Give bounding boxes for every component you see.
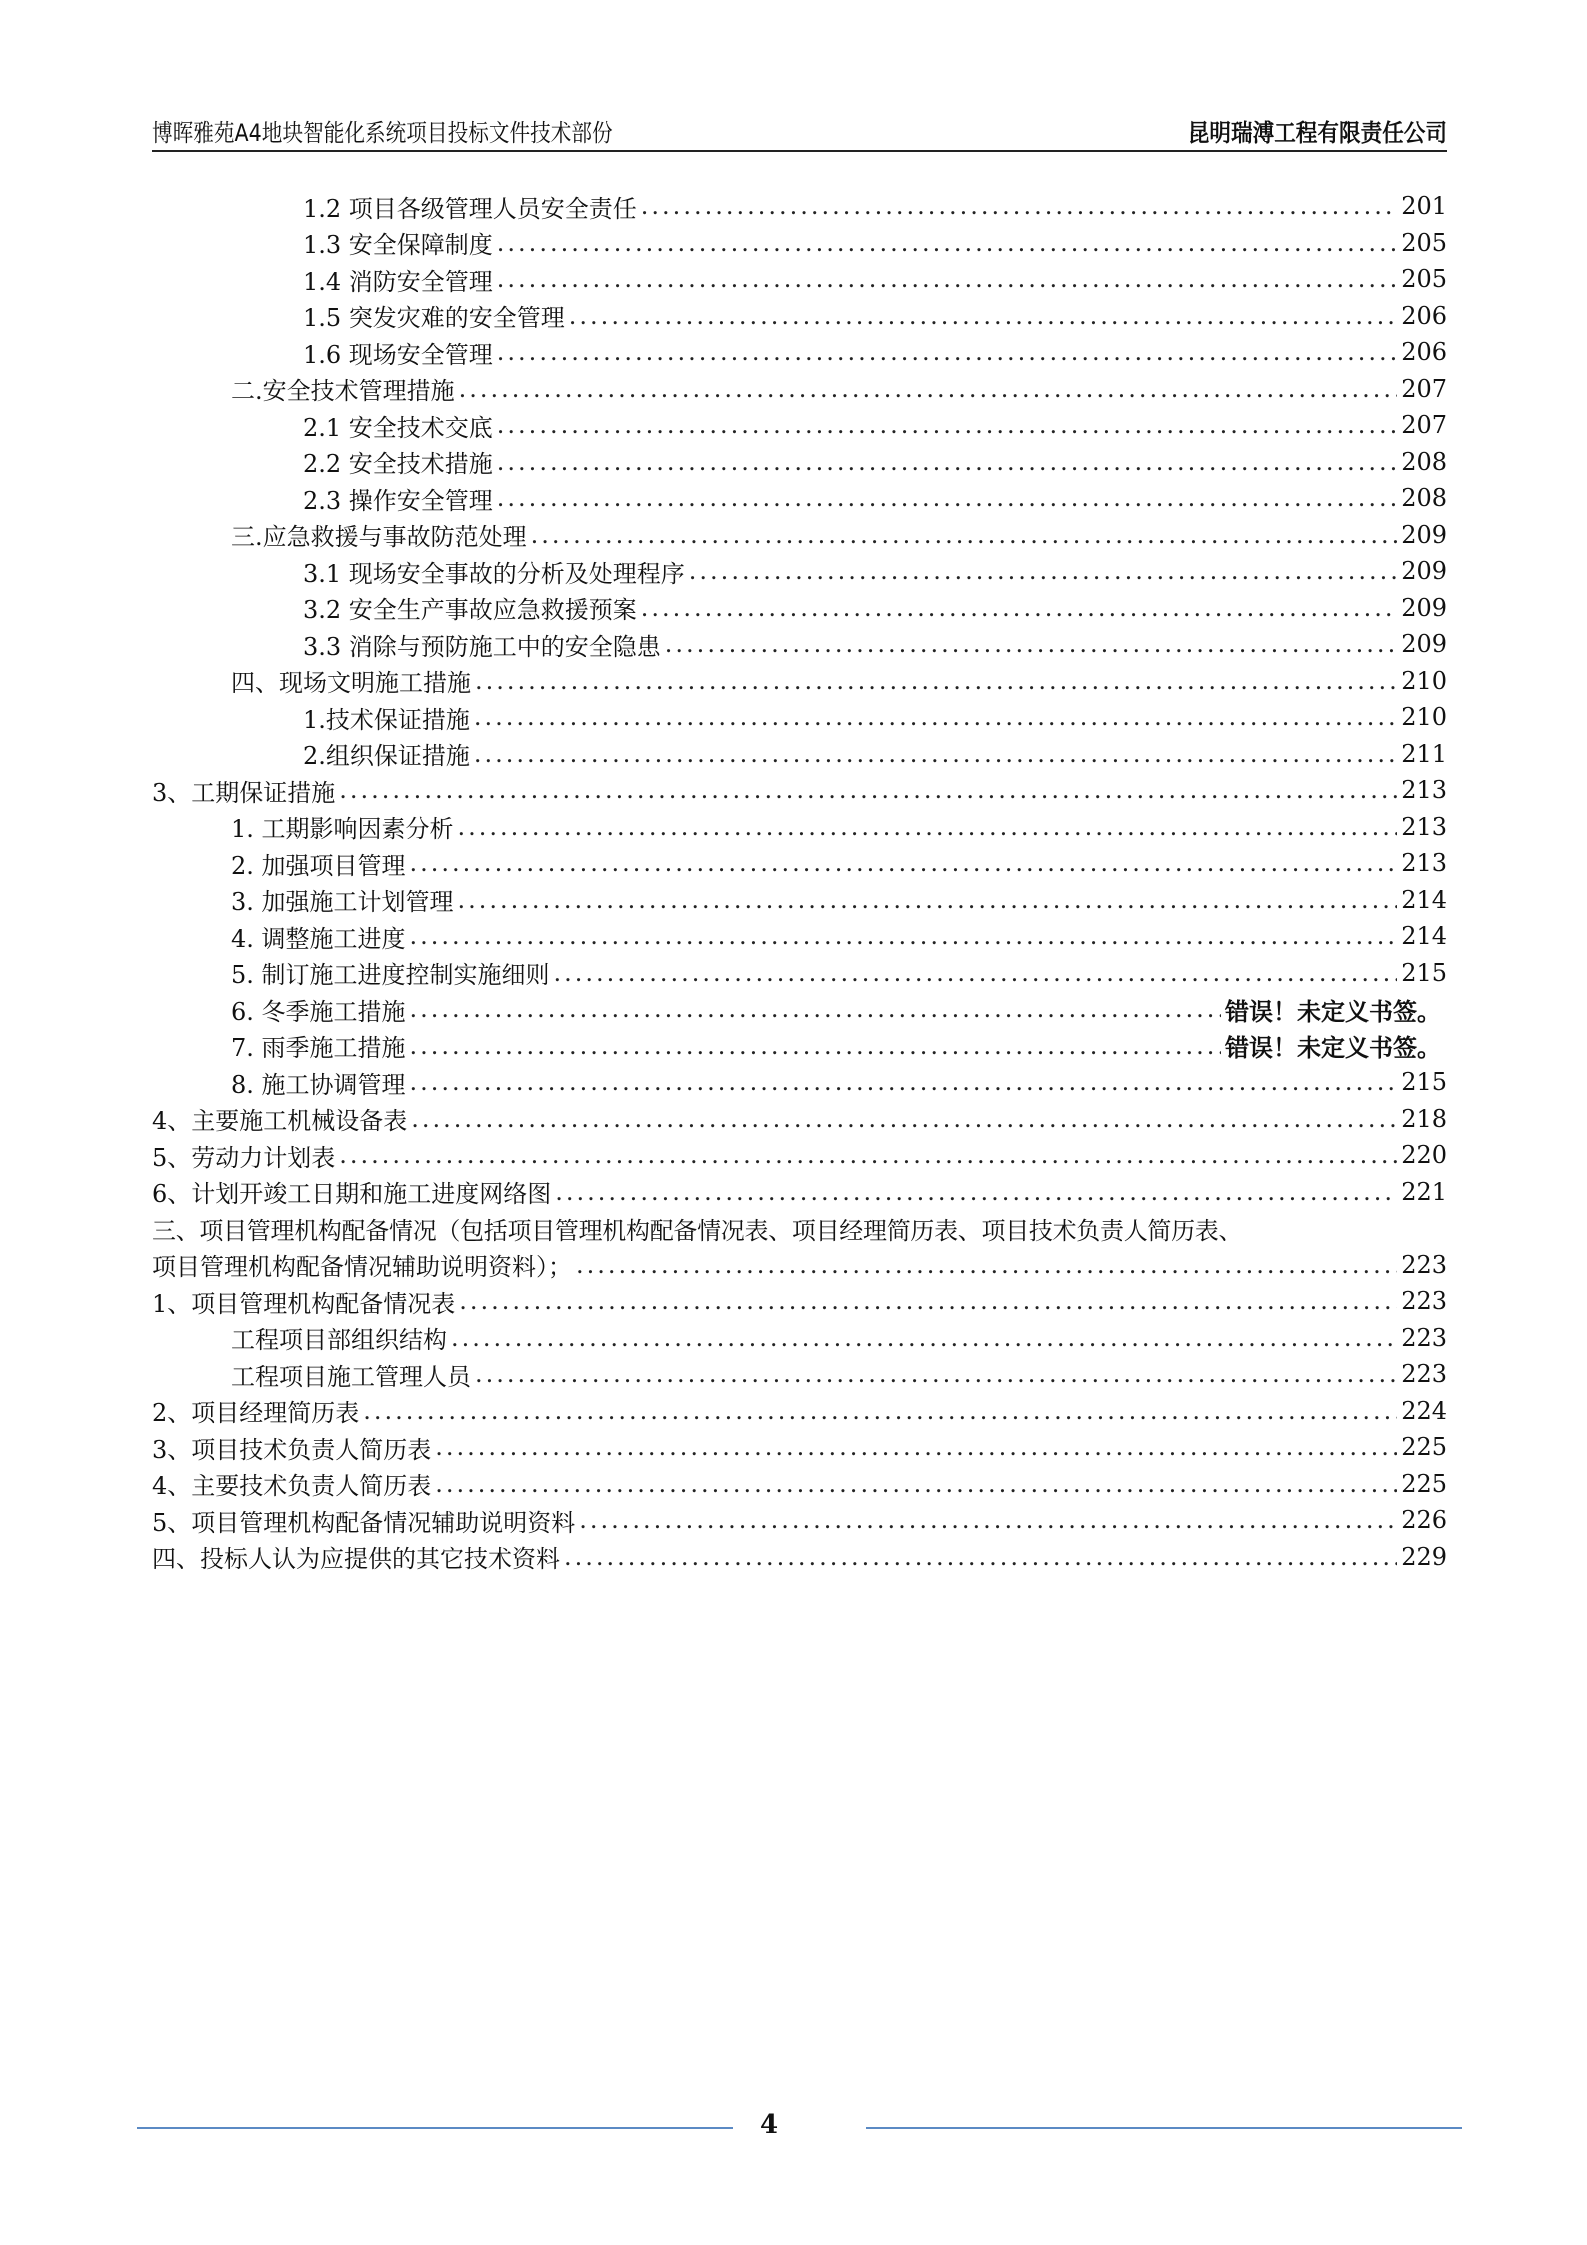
toc-entry[interactable] [152,371,1447,408]
toc-entry[interactable] [152,1356,1447,1393]
toc-entry-label: 1.2 项目各级管理人员安全责任 [303,194,637,223]
toc-entry-label: 5、项目管理机构配备情况辅助说明资料 [152,1508,576,1537]
toc-entry-label: 6. 冬季施工措施 [231,997,406,1026]
toc-entry-page: 206 [1401,301,1447,330]
dot-leader [363,1397,1397,1425]
toc-entry-page: 214 [1401,922,1447,951]
dot-leader [497,484,1397,512]
toc-entry-page: 226 [1401,1506,1447,1535]
toc-entry-label: 三、项目管理机构配备情况（包括项目管理机构配备情况表、项目经理简历表、项目技术负责人简历表、 [152,1216,1243,1245]
toc-entry-page: 205 [1401,228,1447,257]
toc-entry-label: 四、现场文明施工措施 [231,669,471,698]
toc-entry-page: 错误！未定义书签。 [1225,997,1441,1026]
toc-entry-label: 3.3 消除与预防施工中的安全隐患 [303,632,661,661]
toc-entry[interactable] [152,590,1447,627]
toc-entry-page: 225 [1401,1433,1447,1462]
toc-entry-label: 2.1 安全技术交底 [303,413,493,442]
toc-entry-label: 8. 施工协调管理 [231,1070,406,1099]
toc-entry-label: 5、劳动力计划表 [152,1143,336,1172]
dot-leader [497,448,1397,476]
toc-entry[interactable] [152,188,1447,225]
dot-leader [410,1032,1221,1060]
toc-entry-label: 3.2 安全生产事故应急救援预案 [303,596,637,625]
toc-entry-page: 207 [1401,411,1447,440]
toc-entry[interactable] [152,991,1447,1028]
toc-entry[interactable] [152,1247,1447,1284]
toc-entry-label: 2、项目经理简历表 [152,1399,360,1428]
dot-leader [458,886,1398,914]
dot-leader [531,521,1398,549]
toc-entry[interactable] [152,407,1447,444]
toc-entry-page: 209 [1401,593,1447,622]
footer-divider-left [137,2127,733,2129]
toc-entry[interactable] [152,1064,1447,1101]
toc-entry-label: 3. 加强施工计划管理 [231,888,454,917]
toc-entry-label: 4、主要技术负责人简历表 [152,1472,432,1501]
dot-leader [410,922,1398,950]
toc-entry-page: 215 [1401,1068,1447,1097]
dot-leader [475,1360,1397,1388]
toc-entry[interactable] [152,772,1447,809]
toc-entry[interactable] [152,699,1447,736]
dot-leader [497,411,1397,439]
toc-entry-label: 1.4 消防安全管理 [303,267,493,296]
toc-entry-label: 1.技术保证措施 [303,705,470,734]
dot-leader [576,1251,1397,1279]
dot-leader [474,703,1397,731]
dot-leader [458,813,1398,841]
toc-entry[interactable] [152,517,1447,554]
dot-leader [475,667,1397,695]
toc-entry-page: 209 [1401,520,1447,549]
dot-leader [569,302,1397,330]
dot-leader [641,594,1397,622]
toc-entry-page: 223 [1401,1250,1447,1279]
toc-entry-page: 223 [1401,1360,1447,1389]
document-title: 博晖雅苑A4地块智能化系统项目投标文件技术部份 [152,119,613,147]
toc-entry-page: 213 [1401,849,1447,878]
toc-entry-label: 2.3 操作安全管理 [303,486,493,515]
dot-leader [339,1141,1397,1169]
toc-entry[interactable] [152,955,1447,992]
toc-entry-page: 209 [1401,630,1447,659]
dot-leader [474,740,1397,768]
dot-leader [451,1324,1397,1352]
toc-entry-label: 7. 雨季施工措施 [231,1034,406,1063]
toc-entry-label: 4、主要施工机械设备表 [152,1107,408,1136]
toc-entry[interactable] [152,809,1447,846]
toc-entry-label: 2.2 安全技术措施 [303,450,493,479]
dot-leader [410,1068,1398,1096]
dot-leader [411,1105,1397,1133]
footer-divider-right [866,2127,1462,2129]
toc-entry-page: 201 [1401,192,1447,221]
toc-entry[interactable] [152,1174,1447,1211]
toc-entry-page: 229 [1401,1542,1447,1571]
dot-leader [410,849,1398,877]
dot-leader [459,375,1398,403]
page-header [152,112,1447,152]
toc-entry[interactable] [152,1539,1447,1576]
dot-leader [579,1506,1397,1534]
toc-entry-page: 211 [1401,739,1447,768]
dot-leader [410,995,1221,1023]
toc-entry[interactable] [152,918,1447,955]
toc-entry-label: 6、计划开竣工日期和施工进度网络图 [152,1180,552,1209]
toc-entry-page: 225 [1401,1469,1447,1498]
toc-entry[interactable] [152,1210,1447,1247]
toc-entry-label: 5. 制订施工进度控制实施细则 [231,961,550,990]
toc-entry-label: 工程项目部组织结构 [231,1326,447,1355]
toc-entry-label: 工程项目施工管理人员 [231,1362,471,1391]
toc-entry[interactable] [152,1283,1447,1320]
dot-leader [689,557,1397,585]
company-name: 昆明瑞溥工程有限责任公司 [1187,119,1447,147]
toc-entry-page: 208 [1401,484,1447,513]
toc-entry-page: 210 [1401,703,1447,732]
dot-leader [641,192,1397,220]
dot-leader [497,265,1397,293]
toc-entry-page: 214 [1401,885,1447,914]
toc-entry-label: 1、项目管理机构配备情况表 [152,1289,456,1318]
toc-entry-label: 2.组织保证措施 [303,742,470,771]
toc-entry-label: 3.1 现场安全事故的分析及处理程序 [303,559,685,588]
toc-entry[interactable] [152,334,1447,371]
toc-entry-page: 210 [1401,666,1447,695]
toc-entry[interactable] [152,1466,1447,1503]
toc-entry-page: 213 [1401,812,1447,841]
toc-entry-label: 1.3 安全保障制度 [303,231,493,260]
toc-entry-page: 213 [1401,776,1447,805]
toc-entry-label: 项目管理机构配备情况辅助说明资料）； [152,1253,572,1282]
toc-entry[interactable] [152,1137,1447,1174]
dot-leader [665,630,1397,658]
dot-leader [339,776,1397,804]
toc-entry[interactable] [152,261,1447,298]
toc-entry-label: 1.5 突发灾难的安全管理 [303,304,565,333]
toc-entry[interactable] [152,298,1447,335]
toc-entry-page: 215 [1401,958,1447,987]
toc-entry-page: 207 [1401,374,1447,403]
toc-entry-page: 221 [1401,1177,1447,1206]
toc-entry-label: 三.应急救援与事故防范处理 [231,523,527,552]
toc-entry-page: 错误！未定义书签。 [1225,1034,1441,1063]
toc-entry[interactable] [152,845,1447,882]
toc-entry-label: 二.安全技术管理措施 [231,377,455,406]
toc-entry-page: 205 [1401,265,1447,294]
toc-entry-label: 1.6 现场安全管理 [303,340,493,369]
table-of-contents [152,188,1447,1575]
toc-entry-label: 3、工期保证措施 [152,778,336,807]
dot-leader [564,1543,1397,1571]
toc-entry[interactable] [152,1393,1447,1430]
toc-entry-label: 四、投标人认为应提供的其它技术资料 [152,1545,560,1574]
toc-entry-page: 209 [1401,557,1447,586]
toc-entry-page: 206 [1401,338,1447,367]
dot-leader [555,1178,1397,1206]
toc-entry-page: 224 [1401,1396,1447,1425]
toc-entry[interactable] [152,225,1447,262]
toc-entry-label: 2. 加强项目管理 [231,851,406,880]
dot-leader [497,338,1397,366]
toc-entry-label: 3、项目技术负责人简历表 [152,1435,432,1464]
toc-entry[interactable] [152,1320,1447,1357]
page-number: 4 [760,2110,779,2140]
dot-leader [497,229,1397,257]
toc-entry[interactable] [152,480,1447,517]
toc-entry[interactable] [152,1028,1447,1065]
toc-entry[interactable] [152,1101,1447,1138]
dot-leader [459,1287,1397,1315]
toc-entry-page: 220 [1401,1141,1447,1170]
toc-entry[interactable] [152,553,1447,590]
toc-entry-page: 218 [1401,1104,1447,1133]
toc-entry[interactable] [152,882,1447,919]
toc-entry-page: 223 [1401,1323,1447,1352]
dot-leader [435,1433,1397,1461]
toc-entry[interactable] [152,663,1447,700]
toc-entry-label: 4. 调整施工进度 [231,924,406,953]
dot-leader [435,1470,1397,1498]
toc-entry[interactable] [152,626,1447,663]
toc-entry-page: 208 [1401,447,1447,476]
toc-entry-page: 223 [1401,1287,1447,1316]
toc-entry[interactable] [152,1429,1447,1466]
dot-leader [554,959,1398,987]
toc-entry[interactable] [152,1502,1447,1539]
toc-entry-label: 1. 工期影响因素分析 [231,815,454,844]
toc-entry[interactable] [152,736,1447,773]
toc-entry[interactable] [152,444,1447,481]
